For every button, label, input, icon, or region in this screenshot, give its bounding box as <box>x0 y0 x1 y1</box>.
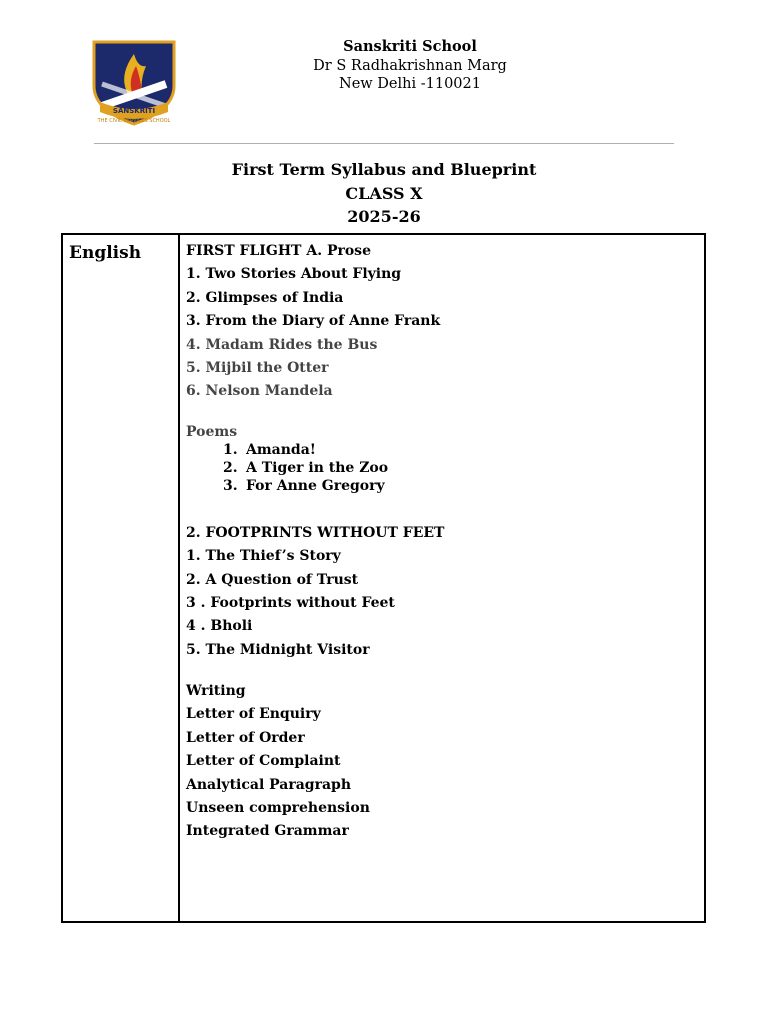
prose-item: 6. Nelson Mandela <box>186 383 333 400</box>
poem-title: Amanda! <box>246 441 316 458</box>
writing-item: Letter of Enquiry <box>186 706 321 723</box>
writing-item: Unseen comprehension <box>186 800 370 817</box>
poem-item <box>186 459 686 477</box>
document-title <box>184 158 584 229</box>
school-crest-logo <box>88 36 180 128</box>
first-flight-heading: FIRST FLIGHT A. Prose <box>186 243 371 259</box>
poem-number: 3. <box>223 477 238 494</box>
subject-name: English <box>69 243 142 263</box>
footprints-item: 5. The Midnight Visitor <box>186 641 370 658</box>
school-header <box>300 38 520 94</box>
syllabus-content <box>186 241 686 845</box>
prose-item: 3. From the Diary of Anne Frank <box>186 313 441 330</box>
prose-item: 2. Glimpses of India <box>186 289 344 306</box>
poem-item <box>186 477 686 495</box>
writing-item: Letter of Complaint <box>186 753 341 770</box>
poem-number: 2. <box>223 459 238 476</box>
footprints-heading: 2. FOOTPRINTS WITHOUT FEET <box>186 524 445 541</box>
prose-item: 5. Mijbil the Otter <box>186 359 329 376</box>
writing-item: Integrated Grammar <box>186 823 349 840</box>
writing-item: Letter of Order <box>186 729 305 746</box>
footprints-item: 2. A Question of Trust <box>186 571 359 588</box>
column-divider <box>178 235 180 921</box>
footprints-item: 4 . Bholi <box>186 618 253 635</box>
address-line-1: Dr S Radhakrishnan Marg <box>313 57 507 74</box>
writing-item: Analytical Paragraph <box>186 776 352 793</box>
prose-item: 4. Madam Rides the Bus <box>186 336 378 353</box>
poem-number: 1. <box>223 441 238 458</box>
title-line-1: First Term Syllabus and Blueprint <box>231 160 537 179</box>
title-line-3: 2025-26 <box>347 207 421 226</box>
poem-title: A Tiger in the Zoo <box>246 459 389 476</box>
school-name: Sanskriti School <box>343 38 477 55</box>
poem-title: For Anne Gregory <box>246 477 385 494</box>
svg-text:SANSKRITI: SANSKRITI <box>112 107 156 115</box>
footprints-item: 3 . Footprints without Feet <box>186 594 395 611</box>
syllabus-table <box>61 233 706 923</box>
poems-heading: Poems <box>186 423 238 440</box>
writing-heading: Writing <box>186 683 246 700</box>
prose-item: 1. Two Stories About Flying <box>186 266 402 283</box>
address-line-2: New Delhi -110021 <box>339 76 481 92</box>
logo-motto: THE CIVIL SERVICES SCHOOL <box>97 118 171 124</box>
crest-icon <box>88 36 180 128</box>
header-divider <box>94 143 674 144</box>
footprints-item: 1. The Thief’s Story <box>186 548 341 565</box>
title-line-2: CLASS X <box>345 183 423 203</box>
poem-item <box>186 441 686 459</box>
